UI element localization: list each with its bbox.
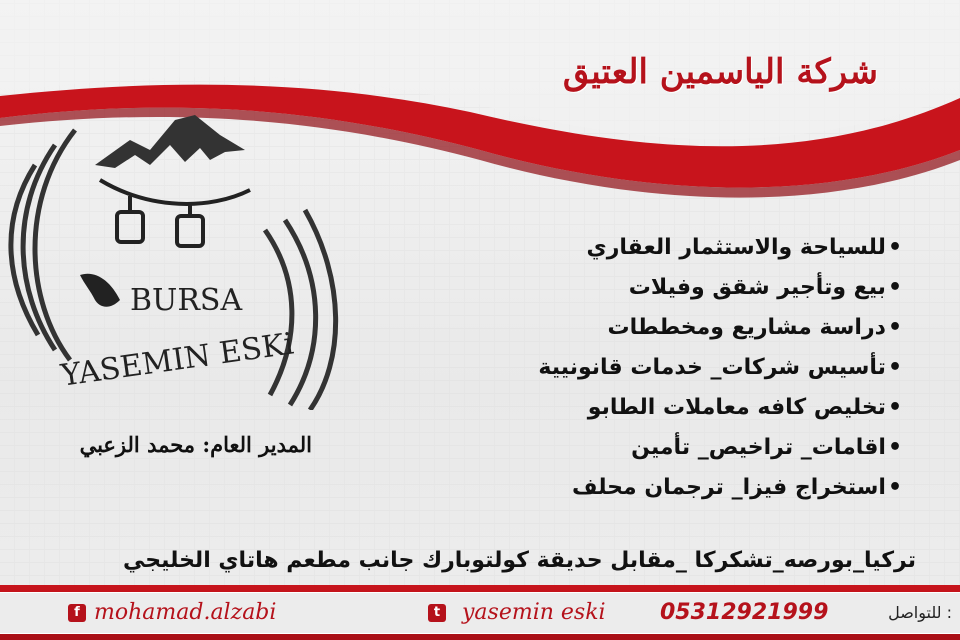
facebook-icon: f — [68, 604, 86, 622]
service-item: •بيع وتأجير شقق وفيلات — [628, 275, 902, 300]
service-item: •استخراج فيزا_ ترجمان محلف — [572, 475, 902, 500]
logo-city-text: BURSA — [130, 283, 243, 318]
service-item: •تخليص كافه معاملات الطابو — [587, 395, 902, 420]
twitter-handle: yasemin eski — [462, 600, 606, 625]
service-item: •تأسيس شركات_ خدمات قانونيية — [538, 355, 902, 380]
contact-label: للتواصل : — [888, 603, 952, 622]
logo-brand-text: YASEMIN ESKi — [58, 326, 296, 394]
twitter-icon: t — [428, 604, 446, 622]
service-item: •للسياحة والاستثمار العقاري — [586, 235, 902, 260]
address-text: تركيا_بورصه_تشكركا _مقابل حديقة كولتوبارك جانب مطعم هاتاي الخليجي — [123, 548, 916, 573]
facebook-contact[interactable] — [68, 593, 276, 633]
footer-strip — [0, 592, 960, 634]
company-logo — [0, 110, 340, 410]
facebook-handle: mohamad.alzabi — [94, 600, 277, 625]
footer-bar — [0, 585, 960, 640]
service-item: •اقامات_ تراخيص_ تأمين — [631, 435, 902, 460]
general-manager-label: المدير العام: محمد الزعبي — [79, 432, 312, 457]
company-title: شركة الياسمين العتيق — [562, 52, 878, 92]
services-list — [538, 228, 902, 508]
twitter-contact[interactable] — [428, 593, 606, 633]
service-item: •دراسة مشاريع ومخططات — [607, 315, 902, 340]
phone-number[interactable]: 05312921999 — [660, 600, 829, 625]
